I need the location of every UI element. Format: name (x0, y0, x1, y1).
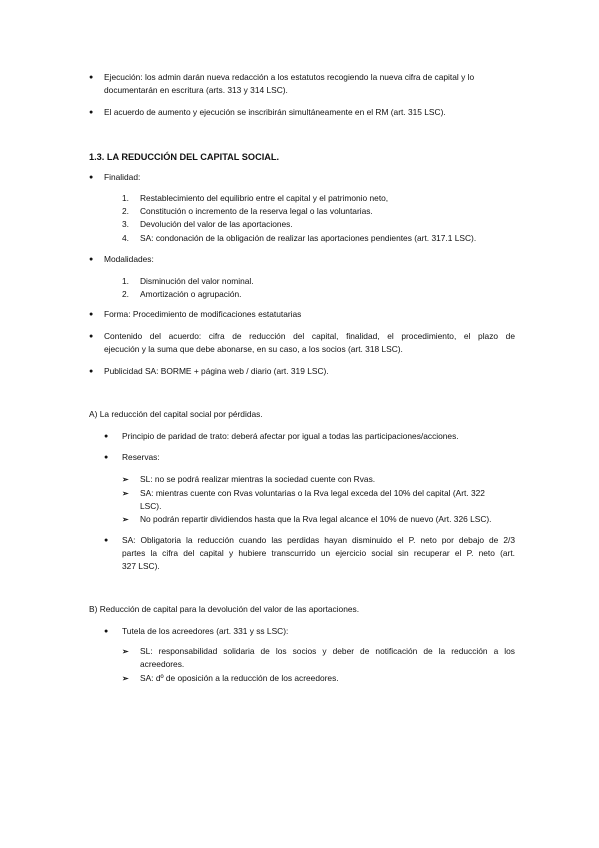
tutela-sl-text: SL: responsabilidad solidaria de los socios y deber de notificación de la reducción a los (140, 646, 515, 656)
bullet-icon: ● (104, 433, 109, 440)
arrow-bullet-icon: ➢ (122, 475, 129, 484)
list-number: 1. (122, 193, 129, 203)
tutela-text: Tutela de los acreedores (art. 331 y ss LSC): (122, 626, 289, 636)
finalidad-label: Finalidad: (104, 172, 141, 182)
list-item: Constitución o incremento de la reserva legal o las voluntarias. (140, 206, 373, 216)
list-item: SA: condonación de la obligación de realizar las aportaciones pendientes (art. 317.1 LSC). (140, 233, 477, 243)
tutela-sl-text-cont: acreedores. (140, 659, 185, 669)
inscripcion-text: El acuerdo de aumento y ejecución se inscribirán simultáneamente en el RM (art. 315 LSC). (104, 107, 446, 117)
arrow-bullet-icon: ➢ (122, 647, 129, 656)
list-number: 4. (122, 233, 129, 243)
reservas-no-text: No podrán repartir dividiendos hasta que la Rva legal alcance el 10% de nuevo (Art. 326 LSC). (140, 514, 492, 524)
list-item: Devolución del valor de las aportaciones. (140, 219, 293, 229)
tutela-sa-text: SA: dº de oposición a la reducción de los acreedores. (140, 673, 339, 683)
subsection-heading-b: B) Reducción de capital para la devolución del valor de las aportaciones. (89, 604, 360, 614)
bullet-icon: ● (89, 74, 94, 81)
reservas-sa-text: SA: mientras cuente con Rvas voluntarias o la Rva legal exceda del 10% del capital (Art. 322 (140, 488, 485, 498)
section-heading: 1.3. LA REDUCCIÓN DEL CAPITAL SOCIAL. (89, 152, 280, 162)
list-number: 2. (122, 206, 129, 216)
paridad-text: Principio de paridad de trato: deberá afectar por igual a todas las participaciones/acciones. (122, 431, 459, 441)
bullet-icon: ● (89, 174, 94, 181)
subsection-heading-a: A) La reducción del capital social por pérdidas. (89, 409, 263, 419)
obligatoria-text: SA: Obligatoria la reducción cuando las perdidas hayan disminuido el P. neto por debajo de 2/3 (122, 535, 515, 545)
obligatoria-text-cont: partes la cifra del capital y hubiere transcurrido un ejercicio social sin recuperar el P. neto (art. (122, 548, 515, 558)
arrow-bullet-icon: ➢ (122, 515, 129, 524)
bullet-icon: ● (89, 256, 94, 263)
publicidad-text: Publicidad SA: BORME + página web / diario (art. 319 LSC). (104, 366, 329, 376)
reservas-sl-text: SL: no se podrá realizar mientras la sociedad cuente con Rvas. (140, 474, 376, 484)
reservas-label: Reservas: (122, 452, 160, 462)
bullet-icon: ● (89, 333, 94, 340)
bullet-icon: ● (89, 311, 94, 318)
bullet-icon: ● (104, 537, 109, 544)
contenido-text-cont: ejecución y la suma que debe abonarse, en su caso, a los socios (art. 318 LSC). (104, 344, 403, 354)
list-number: 2. (122, 289, 129, 299)
list-item: Disminución del valor nominal. (140, 276, 254, 286)
list-number: 3. (122, 219, 129, 229)
contenido-text: Contenido del acuerdo: cifra de reducción del capital, finalidad, el procedimiento, el plazo de (104, 331, 515, 341)
list-item: Amortización o agrupación. (140, 289, 242, 299)
bullet-icon: ● (104, 628, 109, 635)
list-number: 1. (122, 276, 129, 286)
list-item: Restablecimiento del equilibrio entre el capital y el patrimonio neto, (140, 193, 389, 203)
forma-text: Forma: Procedimiento de modificaciones estatutarias (104, 309, 302, 319)
bullet-icon: ● (89, 109, 94, 116)
arrow-bullet-icon: ➢ (122, 674, 129, 683)
reservas-sa-text-cont: LSC). (140, 501, 162, 511)
ejecucion-text: Ejecución: los admin darán nueva redacción a los estatutos recogiendo la nueva cifra de capital y lo (104, 72, 475, 82)
modalidades-label: Modalidades: (104, 254, 154, 264)
bullet-icon: ● (104, 454, 109, 461)
bullet-icon: ● (89, 368, 94, 375)
obligatoria-text-end: 327 LSC). (122, 561, 160, 571)
ejecucion-text-cont: documentarán en escritura (arts. 313 y 314 LSC). (104, 85, 288, 95)
arrow-bullet-icon: ➢ (122, 489, 129, 498)
